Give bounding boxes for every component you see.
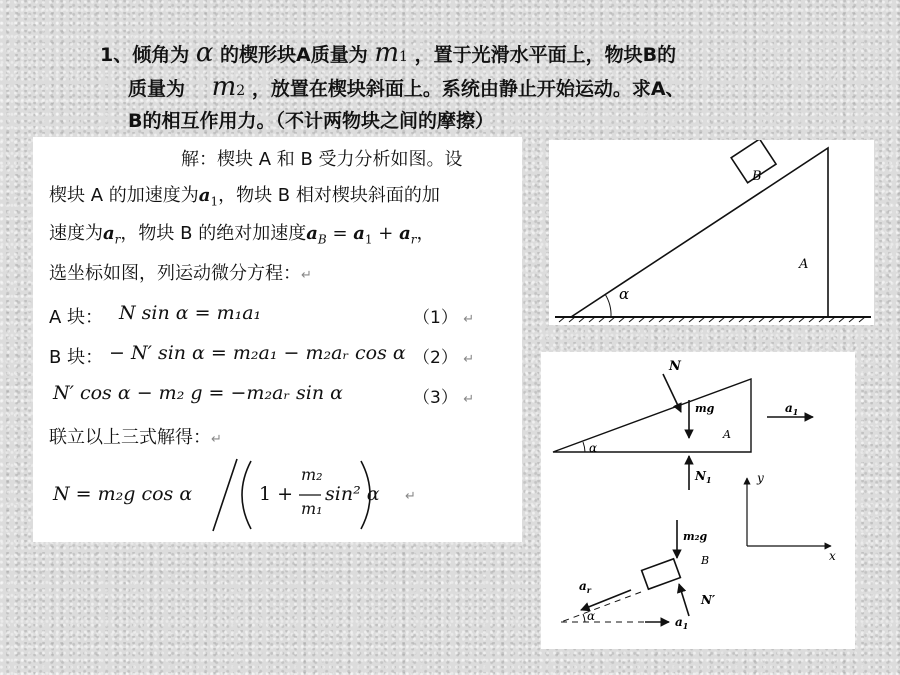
force-n-label: N <box>669 359 681 374</box>
ar-subscript: r <box>586 585 591 595</box>
ar-subscript: r <box>410 232 417 247</box>
equation-3: N′ cos α − m₂ g = −m₂aᵣ sin α <box>53 382 343 404</box>
m2-subscript: 2 <box>236 83 246 99</box>
wedge-a <box>571 148 828 317</box>
aB-vector: a <box>306 223 318 244</box>
problem-line-2 <box>100 72 860 106</box>
result-one-plus: 1 + <box>259 483 294 505</box>
aB-subscript: B <box>317 232 327 247</box>
angle-arc <box>583 442 585 452</box>
eq-number: （2） <box>413 348 458 368</box>
m1-subscript: 1 <box>399 49 408 65</box>
a1-vector: a <box>353 223 365 244</box>
block-b-label: B <box>701 554 710 567</box>
return-mark: ↵ <box>463 392 475 407</box>
return-mark: ↵ <box>211 432 222 447</box>
force-nprime-label: N′ <box>701 593 716 607</box>
weight-mg-label: mg <box>695 402 715 415</box>
free-body-svg <box>541 352 855 649</box>
label-block-b: B 块： <box>49 347 104 368</box>
n1-subscript: 1 <box>705 475 712 485</box>
solution-line-4 <box>49 259 312 285</box>
alpha-label: α <box>619 285 630 303</box>
problem-text: 1、倾角为 <box>100 44 190 66</box>
x-axis-label: x <box>829 549 836 563</box>
alpha-label: α <box>587 609 596 623</box>
m1-symbol <box>374 38 408 68</box>
return-mark: ↵ <box>301 268 312 283</box>
n1-letter: N <box>695 469 706 483</box>
equation-3-number <box>413 383 474 408</box>
problem-text: ，放置在楔块斜面上。系统由静止开始运动。求A、 <box>251 78 685 100</box>
block-b-label: B <box>752 169 762 184</box>
ar-vector: a <box>103 223 115 244</box>
problem-statement <box>100 38 860 136</box>
a1-subscript: 1 <box>682 621 689 631</box>
solution-text: 楔块 A 的加速度为 <box>49 185 199 206</box>
result-sin-term: sin² α <box>325 483 380 505</box>
problem-text: 的楔形块A质量为 <box>220 44 368 66</box>
solution-text: ，物块 B 的绝对加速度 <box>120 223 307 244</box>
wedge-a-label: A <box>723 428 731 441</box>
free-body-figure <box>541 352 855 649</box>
solution-panel <box>33 137 522 542</box>
alpha-symbol: α <box>195 38 214 68</box>
alpha-label: α <box>589 441 598 455</box>
ar-letter: a <box>579 579 587 593</box>
return-mark: ↵ <box>405 489 416 504</box>
force-nprime-arrow <box>679 584 689 616</box>
wedge-a-body <box>553 379 751 452</box>
result-numerator: m₂ <box>301 465 323 484</box>
problem-line-1 <box>100 38 860 72</box>
solution-line-1: 解：楔块 A 和 B 受力分析如图。设 <box>181 149 463 170</box>
problem-text: ，置于光滑水平面上，物块B的 <box>414 44 677 66</box>
accel-a1-label <box>785 401 798 417</box>
ar-subscript: r <box>114 232 121 247</box>
m2-letter: m <box>211 72 237 102</box>
equals-sign: = <box>326 223 354 244</box>
solution-text: 速度为 <box>49 223 103 244</box>
result-lhs: N = m₂g cos α <box>53 483 193 505</box>
return-mark: ↵ <box>463 352 475 367</box>
problem-line-3: B的相互作用力。（不计两物块之间的摩擦） <box>128 110 494 132</box>
a1-subscript: 1 <box>792 407 799 417</box>
slope-reference-line <box>561 592 641 622</box>
a1-letter: a <box>785 401 793 415</box>
wedge-a-label: A <box>799 257 809 272</box>
force-n-arrow <box>663 374 681 412</box>
wedge-svg <box>549 140 874 325</box>
label-block-a: A 块： <box>49 307 104 328</box>
ar-vector: a <box>399 223 411 244</box>
result-denominator: m₁ <box>301 499 323 518</box>
solution-line-8 <box>49 423 222 449</box>
wedge-figure <box>549 140 874 325</box>
block-b-body <box>642 559 681 589</box>
angle-arc <box>605 294 611 317</box>
solution-text: 选坐标如图，列运动微分方程： <box>49 263 301 284</box>
m2-symbol <box>212 72 246 102</box>
plus-sign: + <box>372 223 400 244</box>
weight-m2g-label: m₂g <box>683 530 708 543</box>
accel-a1-b-label <box>675 615 688 631</box>
solution-text: ，物块 B 相对楔块斜面的加 <box>218 185 440 206</box>
accel-ar-label <box>579 579 592 595</box>
y-axis-label: y <box>757 471 764 485</box>
equation-1-number <box>413 303 474 328</box>
a1-subscript: 1 <box>364 232 373 247</box>
equation-2-number <box>413 343 474 368</box>
a1-letter: a <box>675 615 683 629</box>
return-mark: ↵ <box>463 312 475 327</box>
equation-1: N sin α = m₁a₁ <box>119 302 262 324</box>
solution-text: 联立以上三式解得： <box>49 427 211 448</box>
a1-subscript: 1 <box>210 194 219 209</box>
equation-2: − N′ sin α = m₂a₁ − m₂aᵣ cos α <box>109 342 406 364</box>
m1-letter: m <box>374 38 400 68</box>
problem-text: 质量为 <box>128 78 186 100</box>
force-n1-label <box>694 469 712 485</box>
eq-number: （1） <box>413 308 458 328</box>
solution-text: ， <box>416 223 435 244</box>
a1-vector: a <box>198 185 211 206</box>
solution-line-3 <box>49 219 435 247</box>
eq-number: （3） <box>413 388 458 408</box>
solution-line-2 <box>49 181 440 209</box>
angle-arc <box>583 614 585 622</box>
